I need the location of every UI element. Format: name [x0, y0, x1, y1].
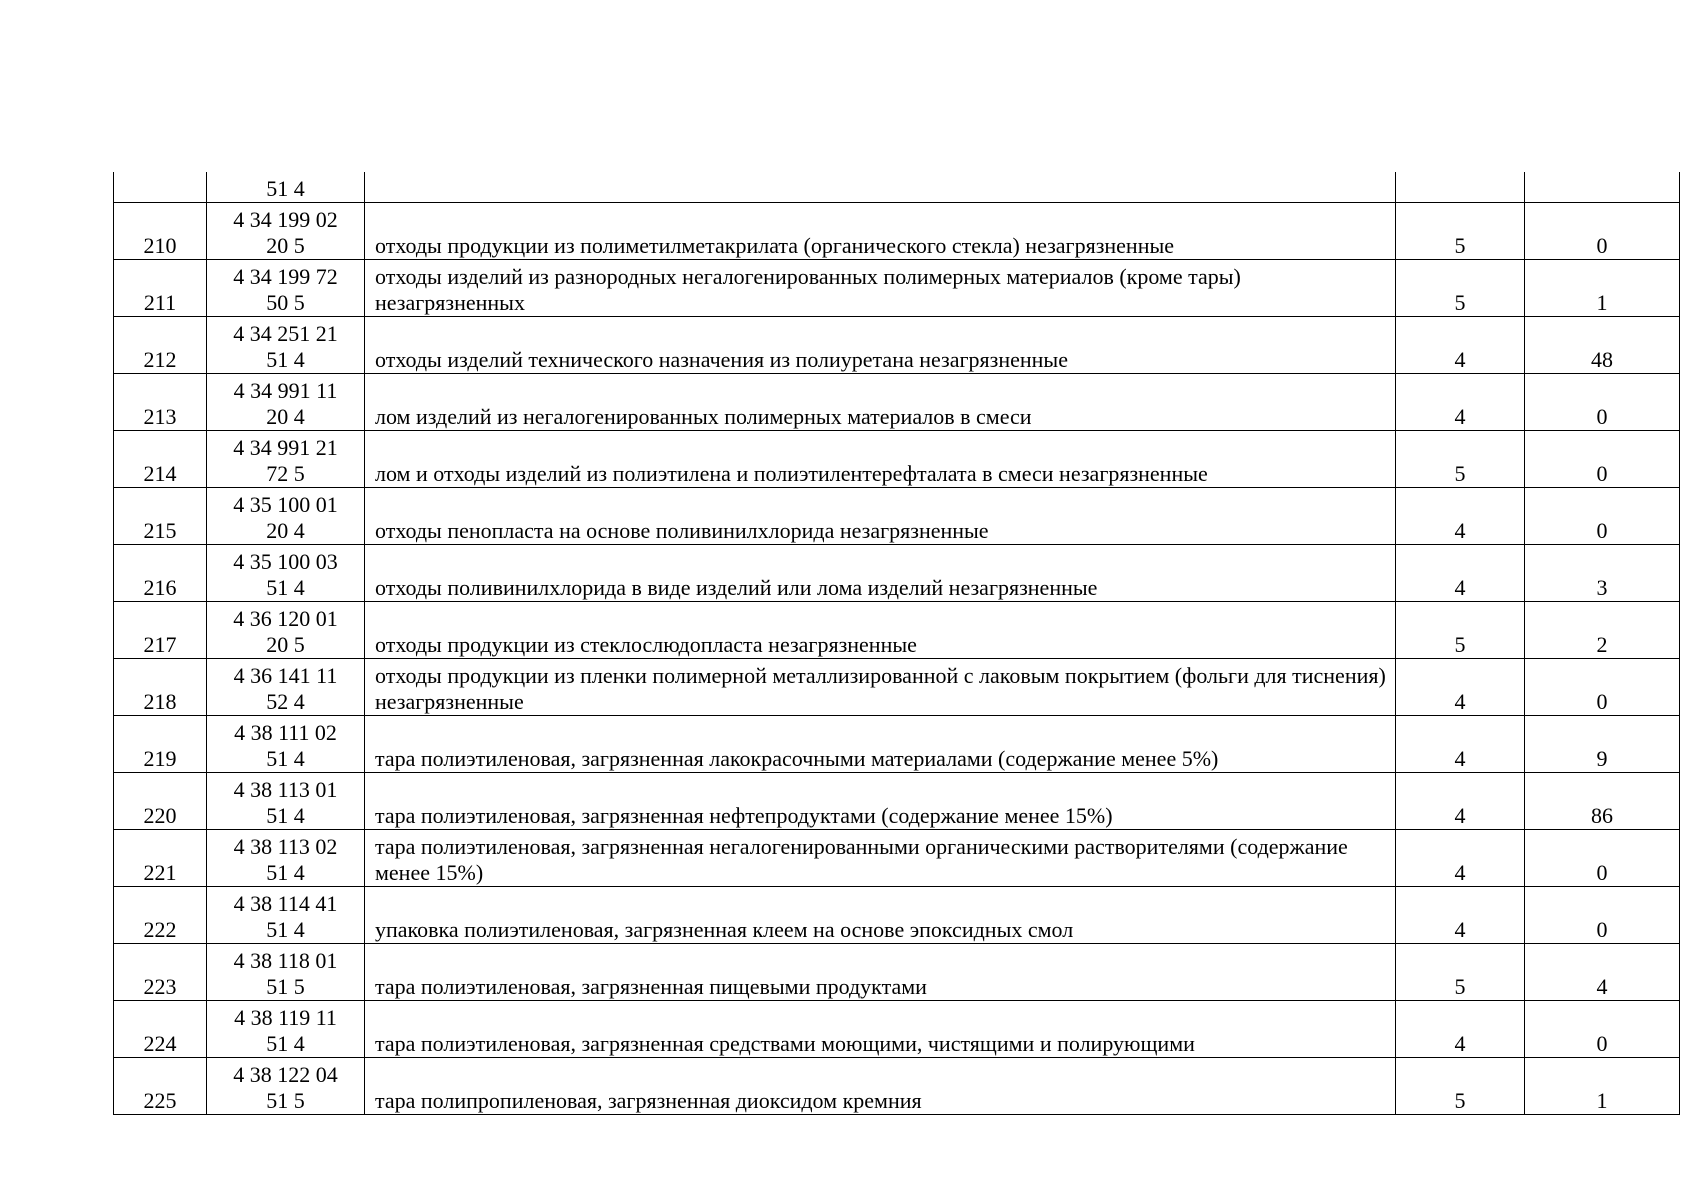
table-row: [114, 374, 1680, 431]
hazard-class-cell: 5: [1396, 1058, 1525, 1115]
waste-name-text: отходы изделий технического назначения из полиуретана незагрязненные: [375, 347, 1068, 372]
waste-name-cell: [365, 716, 1396, 773]
waste-code-cell: [207, 203, 365, 260]
waste-name-cell: [365, 887, 1396, 944]
row-number-cell: 222: [114, 887, 207, 944]
table-row: [114, 431, 1680, 488]
waste-name-cell: [365, 830, 1396, 887]
row-number-cell: 214: [114, 431, 207, 488]
waste-name-text: отходы продукции из пленки полимерной металлизированной с лаковым покрытием (фольги для тиснения) незагрязненные: [375, 663, 1386, 714]
hazard-class-cell: 4: [1396, 830, 1525, 887]
waste-code-cell: [207, 1001, 365, 1058]
quantity-cell: 0: [1525, 431, 1680, 488]
waste-name-cell: [365, 602, 1396, 659]
hazard-class-cell: 4: [1396, 374, 1525, 431]
waste-name-cell: [365, 545, 1396, 602]
waste-name-cell: [365, 1058, 1396, 1115]
row-number-cell: 211: [114, 260, 207, 317]
waste-code-part: 72 5: [266, 461, 305, 486]
row-number-cell: 212: [114, 317, 207, 374]
quantity-cell: 48: [1525, 317, 1680, 374]
waste-code-cell: [207, 172, 365, 203]
waste-name-text: тара полипропиленовая, загрязненная диоксидом кремния: [375, 1088, 922, 1113]
table-row-continuation: [114, 172, 1680, 203]
waste-name-cell: [365, 317, 1396, 374]
waste-code-part: 4 35 100 01: [233, 492, 338, 517]
row-number-cell: 220: [114, 773, 207, 830]
waste-code-part: 4 38 118 01: [233, 948, 338, 973]
hazard-class-cell: 4: [1396, 1001, 1525, 1058]
row-number-cell: 224: [114, 1001, 207, 1058]
waste-code-cell: [207, 431, 365, 488]
waste-code-cell: [207, 944, 365, 1001]
waste-code-cell: [207, 545, 365, 602]
quantity-cell: [1525, 172, 1680, 203]
table-row: [114, 203, 1680, 260]
hazard-class-cell: [1396, 172, 1525, 203]
quantity-cell: 3: [1525, 545, 1680, 602]
waste-code-cell: [207, 716, 365, 773]
quantity-cell: 9: [1525, 716, 1680, 773]
waste-code-part: 4 38 113 02: [233, 834, 338, 859]
hazard-class-cell: 5: [1396, 431, 1525, 488]
row-number-cell: 219: [114, 716, 207, 773]
row-number-cell: 225: [114, 1058, 207, 1115]
waste-code-part: 51 4: [266, 746, 305, 771]
waste-code-part: 4 36 141 11: [233, 663, 338, 688]
waste-code-part: 4 34 199 02: [233, 207, 338, 232]
waste-name-cell: [365, 659, 1396, 716]
waste-code-part: 4 34 199 72: [233, 264, 338, 289]
waste-code-part: 51 4: [266, 803, 305, 828]
waste-name-text: упаковка полиэтиленовая, загрязненная клеем на основе эпоксидных смол: [375, 917, 1074, 942]
table-row: [114, 317, 1680, 374]
waste-code-cell: [207, 602, 365, 659]
waste-name-cell: [365, 172, 1396, 203]
waste-code-part: 4 38 119 11: [234, 1005, 337, 1030]
hazard-class-cell: 5: [1396, 602, 1525, 659]
table-row: [114, 887, 1680, 944]
waste-name-cell: [365, 1001, 1396, 1058]
waste-code-part: 4 35 100 03: [233, 549, 338, 574]
waste-name-text: отходы пенопласта на основе поливинилхлорида незагрязненные: [375, 518, 989, 543]
waste-code-cell: [207, 488, 365, 545]
waste-code-part: 4 38 122 04: [233, 1062, 338, 1087]
waste-code-cell: [207, 887, 365, 944]
waste-name-text: отходы продукции из полиметилметакрилата (органического стекла) незагрязненные: [375, 233, 1175, 258]
waste-code-cell: [207, 260, 365, 317]
quantity-cell: 0: [1525, 887, 1680, 944]
quantity-cell: 86: [1525, 773, 1680, 830]
quantity-cell: 1: [1525, 1058, 1680, 1115]
table-row: [114, 716, 1680, 773]
waste-code-cell: [207, 317, 365, 374]
waste-code-part: 51 4: [266, 917, 305, 942]
waste-name-cell: [365, 374, 1396, 431]
row-number-cell: 223: [114, 944, 207, 1001]
waste-name-cell: [365, 488, 1396, 545]
table-row: [114, 1058, 1680, 1115]
row-number-cell: 216: [114, 545, 207, 602]
waste-name-text: лом изделий из негалогенированных полимерных материалов в смеси: [375, 404, 1032, 429]
waste-name-cell: [365, 944, 1396, 1001]
hazard-class-cell: 5: [1396, 260, 1525, 317]
row-number-cell: 217: [114, 602, 207, 659]
hazard-class-cell: 5: [1396, 203, 1525, 260]
hazard-class-cell: 4: [1396, 545, 1525, 602]
waste-code-part: 51 4: [266, 176, 305, 201]
row-number-cell: 221: [114, 830, 207, 887]
row-number-cell: 215: [114, 488, 207, 545]
waste-code-cell: [207, 374, 365, 431]
row-number-cell: 213: [114, 374, 207, 431]
table-row: [114, 944, 1680, 1001]
quantity-cell: 0: [1525, 488, 1680, 545]
quantity-cell: 1: [1525, 260, 1680, 317]
waste-name-text: тара полиэтиленовая, загрязненная средствами моющими, чистящими и полирующими: [375, 1031, 1195, 1056]
waste-name-text: отходы изделий из разнородных негалогенированных полимерных материалов (кроме тары) незагрязненных: [375, 264, 1241, 315]
quantity-cell: 0: [1525, 1001, 1680, 1058]
table-row: [114, 659, 1680, 716]
waste-code-part: 20 4: [266, 518, 305, 543]
hazard-class-cell: 4: [1396, 716, 1525, 773]
waste-code-part: 52 4: [266, 689, 305, 714]
waste-code-part: 51 4: [266, 860, 305, 885]
quantity-cell: 0: [1525, 374, 1680, 431]
waste-name-cell: [365, 431, 1396, 488]
waste-name-cell: [365, 260, 1396, 317]
quantity-cell: 4: [1525, 944, 1680, 1001]
waste-name-text: тара полиэтиленовая, загрязненная лакокрасочными материалами (содержание менее 5%): [375, 746, 1219, 771]
hazard-class-cell: 4: [1396, 659, 1525, 716]
quantity-cell: 0: [1525, 659, 1680, 716]
waste-code-cell: [207, 830, 365, 887]
waste-name-text: тара полиэтиленовая, загрязненная нефтепродуктами (содержание менее 15%): [375, 803, 1113, 828]
waste-code-part: 51 5: [266, 974, 305, 999]
row-number-cell: 218: [114, 659, 207, 716]
hazard-class-cell: 5: [1396, 944, 1525, 1001]
waste-table: [113, 172, 1680, 1115]
waste-code-part: 20 4: [266, 404, 305, 429]
waste-name-text: отходы поливинилхлорида в виде изделий или лома изделий незагрязненные: [375, 575, 1098, 600]
row-number-cell: 210: [114, 203, 207, 260]
waste-code-part: 51 4: [266, 575, 305, 600]
waste-code-part: 51 4: [266, 1031, 305, 1056]
table-body: [114, 172, 1680, 1115]
quantity-cell: 2: [1525, 602, 1680, 659]
quantity-cell: 0: [1525, 203, 1680, 260]
hazard-class-cell: 4: [1396, 317, 1525, 374]
waste-code-part: 51 5: [266, 1088, 305, 1113]
table-row: [114, 260, 1680, 317]
waste-code-part: 4 38 114 41: [233, 891, 338, 916]
table-row: [114, 1001, 1680, 1058]
waste-name-cell: [365, 773, 1396, 830]
waste-name-text: тара полиэтиленовая, загрязненная негалогенированными органическими растворителями (содержание менее 15%): [375, 834, 1348, 885]
hazard-class-cell: 4: [1396, 488, 1525, 545]
waste-code-part: 50 5: [266, 290, 305, 315]
waste-code-part: 20 5: [266, 632, 305, 657]
row-number-cell: [114, 172, 207, 203]
waste-name-text: тара полиэтиленовая, загрязненная пищевыми продуктами: [375, 974, 927, 999]
table-row: [114, 545, 1680, 602]
waste-name-text: лом и отходы изделий из полиэтилена и полиэтилентерефталата в смеси незагрязненные: [375, 461, 1208, 486]
waste-code-part: 4 38 111 02: [234, 720, 337, 745]
table-row: [114, 488, 1680, 545]
waste-code-part: 4 34 991 11: [233, 378, 338, 403]
quantity-cell: 0: [1525, 830, 1680, 887]
waste-code-part: 4 38 113 01: [233, 777, 338, 802]
waste-name-cell: [365, 203, 1396, 260]
hazard-class-cell: 4: [1396, 773, 1525, 830]
waste-code-cell: [207, 659, 365, 716]
waste-code-part: 4 36 120 01: [233, 606, 338, 631]
waste-code-cell: [207, 1058, 365, 1115]
table-row: [114, 773, 1680, 830]
waste-name-text: отходы продукции из стеклослюдопласта незагрязненные: [375, 632, 917, 657]
table-row: [114, 830, 1680, 887]
waste-code-part: 4 34 991 21: [233, 435, 338, 460]
waste-code-part: 51 4: [266, 347, 305, 372]
waste-code-cell: [207, 773, 365, 830]
hazard-class-cell: 4: [1396, 887, 1525, 944]
waste-code-part: 4 34 251 21: [233, 321, 338, 346]
table-row: [114, 602, 1680, 659]
waste-code-part: 20 5: [266, 233, 305, 258]
